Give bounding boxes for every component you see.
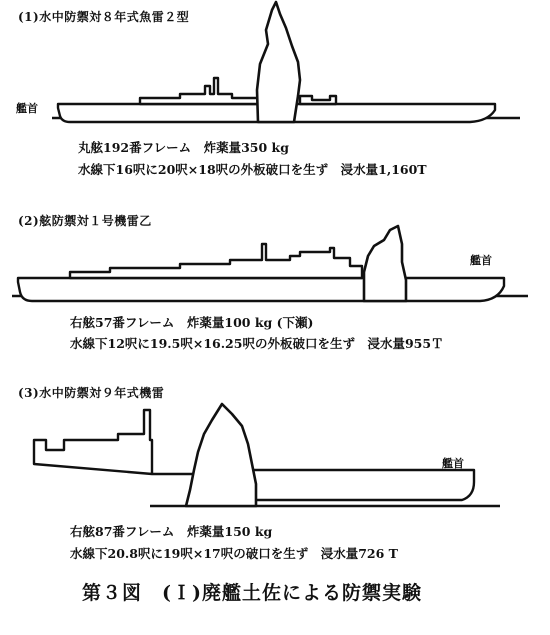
experiment-3-detail-line-1: 右舷87番フレーム 炸薬量150 kg xyxy=(70,524,273,539)
experiment-3-heading: (3)水中防禦対９年式機雷 xyxy=(18,386,165,400)
ship-1-explosion-plume xyxy=(257,2,300,122)
ship-1-superstructure xyxy=(140,78,262,104)
experiment-2-heading: (2)舷防禦対１号機雷乙 xyxy=(18,214,152,228)
ship-3-hull xyxy=(248,470,474,500)
experiment-1-heading: (1)水中防禦対８年式魚雷２型 xyxy=(18,10,190,24)
ship-1-drawing xyxy=(52,2,520,122)
ship-2-hull xyxy=(18,278,504,301)
experiment-2-bow-label: 艦首 xyxy=(470,254,492,267)
experiment-1-detail-line-2: 水線下16呎に20呎×18呎の外板破口を生ず 浸水量1,160T xyxy=(78,162,427,177)
ship-2-superstructure xyxy=(70,244,362,278)
ship-1-aft-structure xyxy=(300,96,336,104)
experiment-1-detail-line-1: 丸舷192番フレーム 炸薬量350 kg xyxy=(78,140,289,155)
experiment-1-bow-label: 艦首 xyxy=(16,102,38,115)
ship-2-drawing xyxy=(12,226,528,301)
ship-3-drawing xyxy=(34,404,500,506)
experiment-3-detail-line-2: 水線下20.8呎に19呎×17呎の破口を生ず 浸水量726 T xyxy=(70,546,398,561)
figure-caption: 第３図 (Ｉ)廃艦土佐による防禦実験 xyxy=(82,582,422,604)
ship-3-explosion-plume xyxy=(186,404,256,506)
experiment-2-detail-line-2: 水線下12呎に19.5呎×16.25呎の外板破口を生ず 浸水量955Ｔ xyxy=(70,336,444,351)
experiment-3-bow-label: 艦首 xyxy=(442,457,464,470)
experiment-2-detail-line-1: 右舷57番フレーム 炸薬量100 kg (下瀬) xyxy=(70,315,314,330)
ship-2-explosion-plume xyxy=(364,226,406,301)
